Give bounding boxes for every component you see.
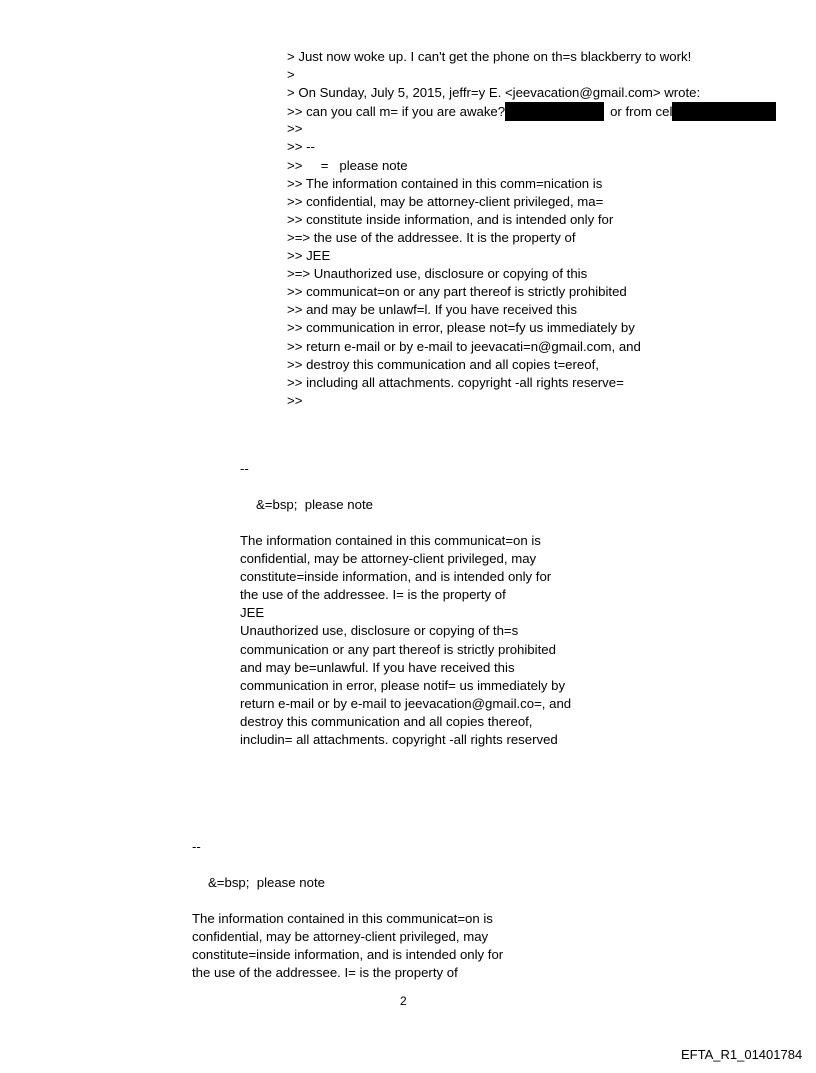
quoted-line: > Just now woke up. I can't get the phone on th=s blackberry to work! [287, 49, 692, 64]
disclaimer-block [240, 532, 571, 749]
quoted-line: >> communication in error, please not=fy us immediately by [287, 320, 635, 336]
quoted-line: >> confidential, may be attorney-client privileged, ma= [287, 193, 604, 209]
disclaimer-line: and may be=unlawful. If you have received this [240, 659, 515, 675]
quoted-line: >> communicat=on or any part thereof is strictly prohibited [287, 284, 627, 300]
disclaimer-line: confidential, may be attorney-client privileged, may [192, 929, 489, 945]
disclaimer-line: return e-mail or by e-mail to jeevacation@gmail.co=, and [240, 695, 572, 711]
quoted-line: >> JEE [287, 248, 331, 264]
quoted-email-block [287, 48, 776, 410]
cell-text: or from cel [610, 104, 673, 120]
disclaimer-line: destroy this communication and all copies thereof, [240, 713, 533, 729]
quoted-line: >=> the use of the addressee. It is the property of [287, 229, 576, 245]
please-note-line: &=bsp; please note [256, 497, 373, 512]
signature-dashes: -- [192, 839, 201, 854]
quoted-line: >> The information contained in this comm=nication is [287, 175, 603, 191]
disclaimer-line: The information contained in this communicat=on is [192, 911, 493, 926]
disclaimer-line: JEE [240, 605, 265, 621]
quoted-line: >> and may be unlawf=l. If you have received this [287, 302, 577, 318]
quoted-line: >> [287, 121, 303, 137]
quoted-line: >> -- [287, 139, 315, 155]
redaction-box [505, 102, 604, 121]
disclaimer-line: the use of the addressee. I= is the property of [192, 965, 458, 981]
disclaimer-line: communication or any part thereof is strictly prohibited [240, 641, 556, 657]
disclaimer-line: the use of the addressee. I= is the property of [240, 587, 506, 603]
disclaimer-line: includin= all attachments. copyright -all rights reserved [240, 732, 558, 748]
quoted-line: > On Sunday, July 5, 2015, jeffr=y E. <jeevacation@gmail.com> wrote: [287, 85, 701, 101]
disclaimer-line: confidential, may be attorney-client privileged, may [240, 551, 537, 567]
disclaimer-line: The information contained in this communicat=on is [240, 533, 541, 548]
quoted-line: >=> Unauthorized use, disclosure or copying of this [287, 266, 588, 282]
quoted-line: >> [287, 392, 303, 408]
bates-number: EFTA_R1_01401784 [681, 1047, 803, 1062]
call-request-line [287, 102, 776, 120]
quoted-line: >> including all attachments. copyright -all rights reserve= [287, 374, 624, 390]
quoted-line: >> = please note [287, 157, 408, 173]
redaction-box [672, 102, 776, 121]
signature-dashes: -- [240, 461, 249, 476]
disclaimer-line: Unauthorized use, disclosure or copying of th=s [240, 623, 519, 639]
disclaimer-line: constitute=inside information, and is intended only for [192, 947, 504, 963]
please-note-line: &=bsp; please note [208, 875, 325, 890]
quoted-line: > [287, 67, 295, 83]
quoted-line: >> return e-mail or by e-mail to jeevacati=n@gmail.com, and [287, 338, 641, 354]
quoted-line: >> destroy this communication and all copies t=ereof, [287, 356, 599, 372]
disclaimer-line: constitute=inside information, and is intended only for [240, 569, 552, 585]
quoted-line: >> constitute inside information, and is intended only for [287, 211, 614, 227]
call-request-text: >> can you call m= if you are awake? [287, 104, 506, 120]
disclaimer-line: communication in error, please notif= us immediately by [240, 677, 566, 693]
disclaimer-block [192, 910, 503, 982]
page-number: 2 [400, 994, 407, 1008]
